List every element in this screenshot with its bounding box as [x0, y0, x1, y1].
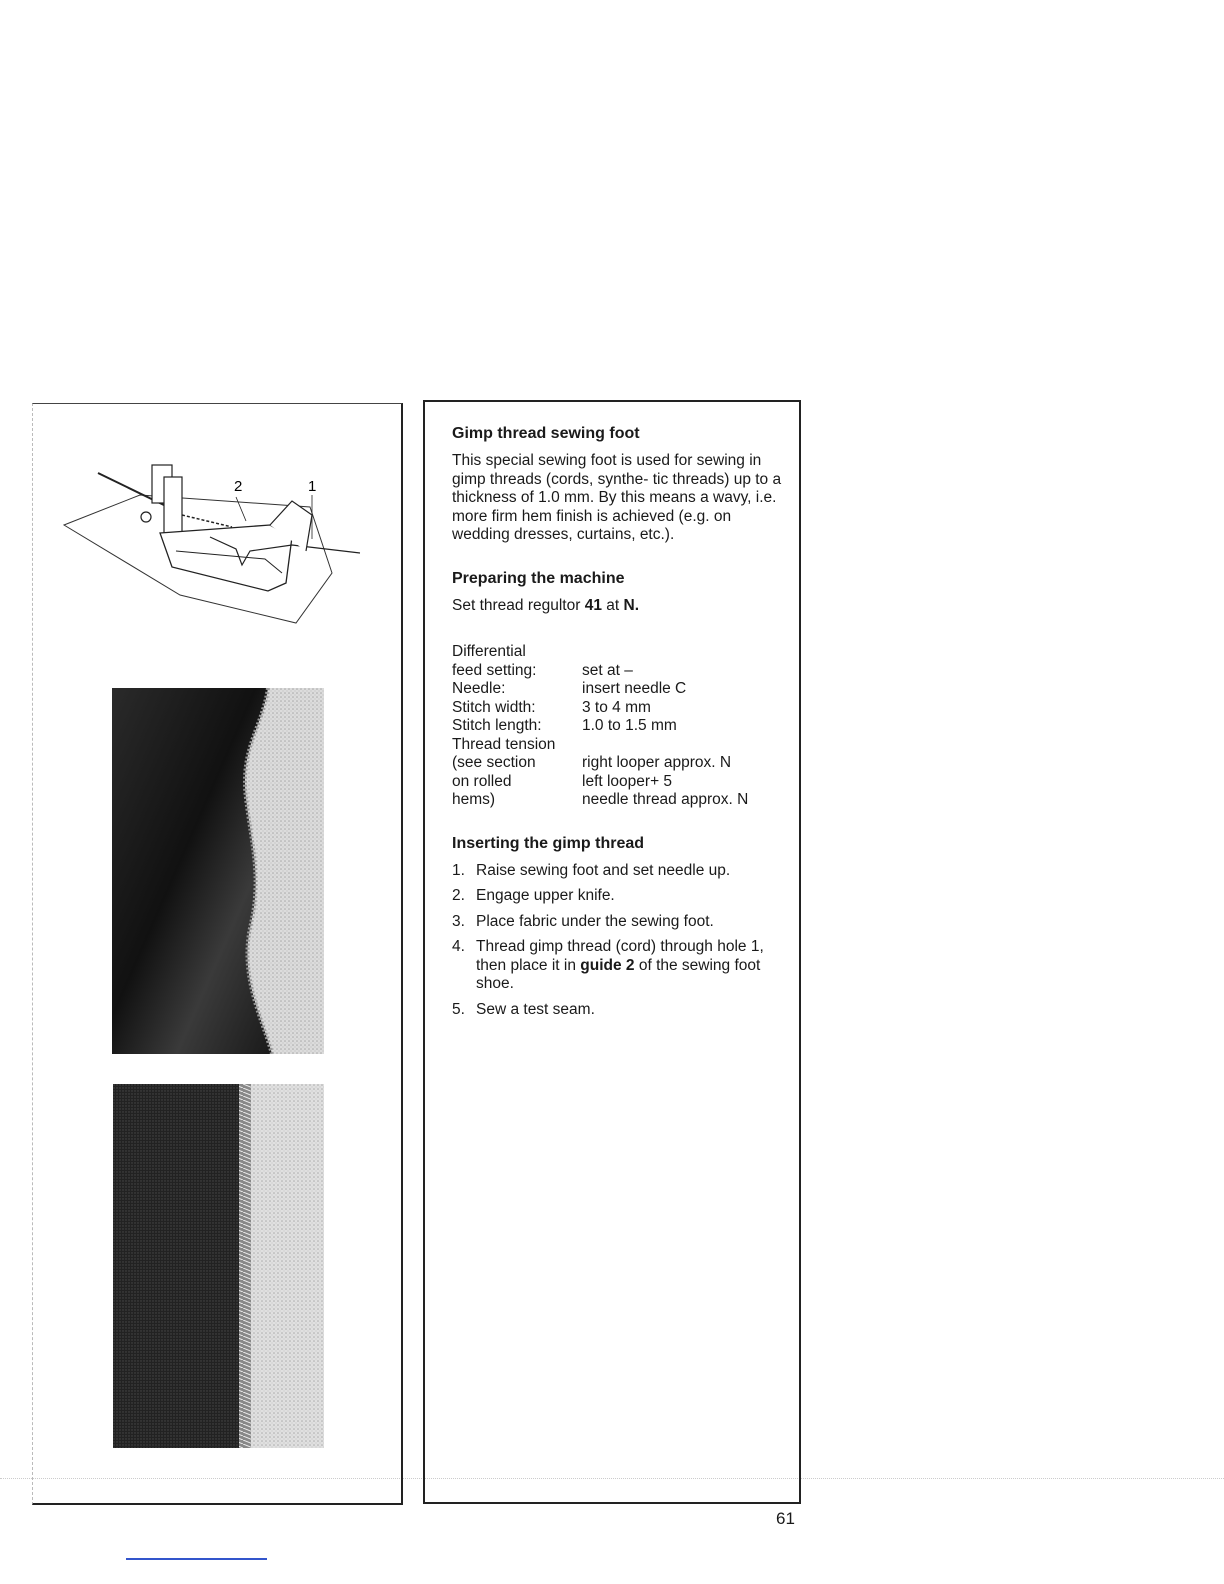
sewing-foot-illustration [60, 455, 370, 635]
setting-value: right looper approx. N left looper+ 5 needle thread approx. N [582, 754, 749, 808]
intro-text: This special sewing foot is used for sewing in gimp threads (cords, synthe- tic threads) up to a thickness of 1.0 mm. By this means a wavy, i.e. more firm hem finish is achieved (e.g. on wedding dresses, curtains, etc.). [452, 452, 782, 543]
wavy-hem-photo [112, 688, 324, 1054]
setting-value: insert needle C [582, 680, 687, 697]
scan-blue-line [126, 1558, 267, 1560]
list-item: 3. Place fabric under the sewing foot. [452, 912, 714, 930]
callout-2: 2 [234, 478, 243, 495]
setting-label: Stitch width: [452, 698, 536, 716]
prep-text: Set thread regultor 41 at N. [452, 596, 639, 614]
list-item: 1. Raise sewing foot and set needle up. [452, 861, 731, 879]
setting-label: Stitch length: [452, 717, 542, 734]
settings-table [452, 643, 782, 810]
page-number: 61 [776, 1509, 795, 1528]
straight-hem-photo [113, 1084, 324, 1448]
instructions-column [452, 424, 782, 1026]
list-item: 5. Sew a test seam. [452, 1000, 595, 1018]
setting-label: Differential feed setting: [452, 643, 537, 679]
section-title-preparing: Preparing the machine [452, 569, 625, 587]
setting-value: set at – [582, 661, 633, 679]
setting-value: 3 to 4 mm [582, 698, 651, 716]
setting-label: Thread tension (see section on rolled hems) [452, 735, 556, 808]
setting-value: 1.0 to 1.5 mm [582, 717, 677, 734]
list-item: 4. Thread gimp thread (cord) through hole 1, then place it in guide 2 of the sewing foot shoe. [452, 938, 764, 992]
callout-1: 1 [308, 478, 317, 495]
list-item: 2. Engage upper knife. [452, 887, 615, 904]
setting-label: Needle: [452, 680, 506, 697]
steps-list [452, 862, 782, 1020]
section-title-gimp-foot: Gimp thread sewing foot [452, 425, 640, 442]
section-title-inserting: Inserting the gimp thread [452, 834, 645, 852]
